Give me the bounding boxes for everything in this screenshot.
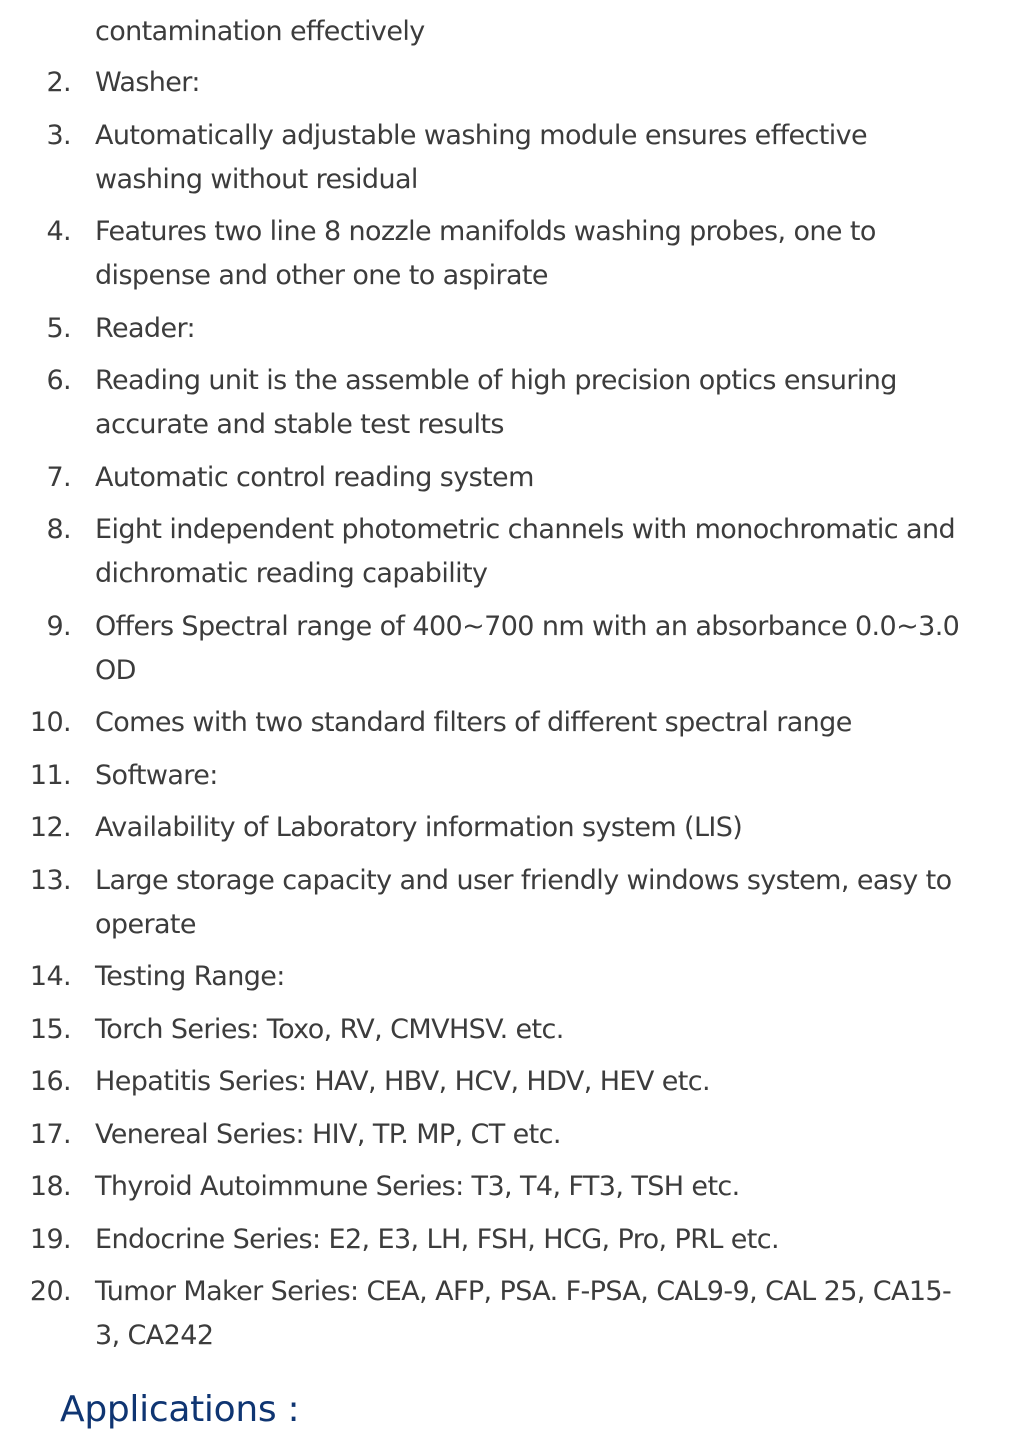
list-item xyxy=(0,61,1000,105)
list-item-text: Software: xyxy=(95,759,218,791)
list-item-number: 3. xyxy=(46,119,71,151)
list-item xyxy=(0,701,1000,745)
list-item-text: Automatically adjustable washing module ensures effective washing without residual xyxy=(95,119,868,195)
list-item xyxy=(0,307,1000,351)
list-item-text: Hepatitis Series: HAV, HBV, HCV, HDV, HEV etc. xyxy=(95,1066,710,1097)
list-item-number: 14. xyxy=(29,961,71,992)
list-item xyxy=(0,359,1000,447)
list-item-text: Large storage capacity and user friendly windows system, easy to operate xyxy=(95,864,952,940)
list-item-text: Thyroid Autoimmune Series: T3, T4, FT3, TSH etc. xyxy=(95,1171,740,1202)
list-item-text: Reader: xyxy=(95,312,195,344)
list-item-text: Venereal Series: HIV, TP. MP, CT etc. xyxy=(95,1118,561,1150)
applications-heading: Applications : xyxy=(60,1389,300,1430)
list-item-text: Automatic control reading system xyxy=(95,461,534,493)
list-item-number: 6. xyxy=(46,365,71,396)
list-item-text: Endocrine Series: E2, E3, LH, FSH, HCG, Pro, PRL etc. xyxy=(95,1223,780,1255)
list-item xyxy=(0,1165,1000,1209)
list-item-number: 17. xyxy=(29,1118,71,1150)
list-item-text: Availability of Laboratory information system (LIS) xyxy=(95,812,743,843)
list-item-number: 15. xyxy=(29,1013,71,1045)
list-item-text: Features two line 8 nozzle manifolds washing probes, one to dispense and other one to aspirate xyxy=(95,216,876,291)
list-item xyxy=(0,508,1000,596)
list-item-text: Torch Series: Toxo, RV, CMVHSV. etc. xyxy=(95,1013,564,1045)
list-item xyxy=(0,859,1000,947)
list-item-number: 16. xyxy=(29,1066,71,1097)
list-item-number: 5. xyxy=(46,312,71,344)
list-item-text: Offers Spectral range of 400~700 nm with an absorbance 0.0~3.0 OD xyxy=(95,610,960,686)
list-item-number: 4. xyxy=(46,216,71,247)
list-item xyxy=(0,754,1000,798)
list-item xyxy=(0,210,1000,298)
list-item-text: Eight independent photometric channels with monochromatic and dichromatic reading capability xyxy=(95,514,955,589)
feature-list xyxy=(0,61,1000,1367)
list-item-number: 20. xyxy=(29,1276,71,1307)
list-item-number: 12. xyxy=(29,812,71,843)
list-item xyxy=(0,1218,1000,1262)
list-item-text: Comes with two standard filters of different spectral range xyxy=(95,707,852,738)
list-item-number: 13. xyxy=(29,864,71,896)
list-item-number: 10. xyxy=(29,707,71,738)
list-item xyxy=(0,456,1000,500)
list-item xyxy=(0,605,1000,693)
list-item xyxy=(0,1060,1000,1104)
list-item-number: 9. xyxy=(46,610,71,642)
list-item-text: Washer: xyxy=(95,67,200,98)
list-item-number: 18. xyxy=(29,1171,71,1202)
list-item-text: Reading unit is the assemble of high precision optics ensuring accurate and stable test results xyxy=(95,365,897,440)
list-item xyxy=(0,1008,1000,1052)
list-item-number: 8. xyxy=(46,514,71,545)
list-item-number: 19. xyxy=(29,1223,71,1255)
list-item-number: 2. xyxy=(46,67,71,98)
list-item-text: Testing Range: xyxy=(95,961,285,992)
list-item xyxy=(0,1113,1000,1157)
list-item-continuation-text: contamination effectively xyxy=(95,16,425,47)
list-item-number: 11. xyxy=(29,759,71,791)
list-item xyxy=(0,955,1000,999)
list-item xyxy=(0,114,1000,202)
list-item xyxy=(0,1270,1000,1358)
list-item-text: Tumor Maker Series: CEA, AFP, PSA. F-PSA, CAL9-9, CAL 25, CA15-3, CA242 xyxy=(95,1276,952,1351)
list-item-number: 7. xyxy=(46,461,71,493)
list-item xyxy=(0,806,1000,850)
